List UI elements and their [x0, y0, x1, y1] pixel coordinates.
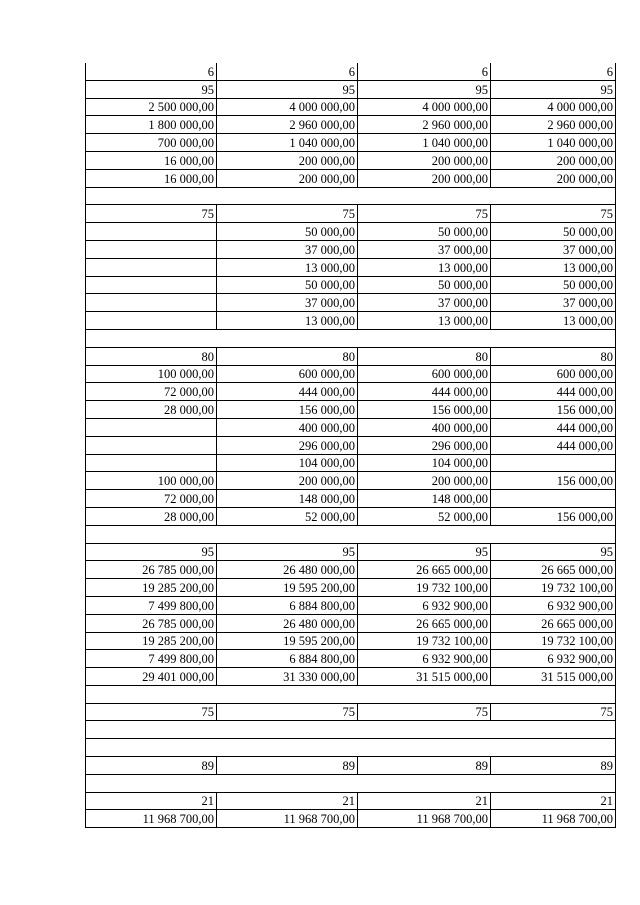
- table-cell: [358, 721, 491, 739]
- table-cell: 26 785 000,00: [86, 614, 217, 632]
- table-row: [86, 151, 616, 169]
- table-cell: 19 732 100,00: [491, 632, 616, 650]
- table-row: [86, 650, 616, 668]
- table-cell: 444 000,00: [217, 383, 358, 401]
- table-cell: 28 000,00: [86, 507, 217, 525]
- table-cell: 156 000,00: [491, 472, 616, 490]
- table-cell: 6 884 800,00: [217, 650, 358, 668]
- table-cell: [86, 276, 217, 294]
- table-cell: 1 800 000,00: [86, 116, 217, 134]
- table-cell: 13 000,00: [217, 312, 358, 330]
- table-cell: 37 000,00: [358, 294, 491, 312]
- table-cell: [217, 774, 358, 792]
- table-row: [86, 223, 616, 241]
- table-row: [86, 757, 616, 775]
- table-cell: [86, 223, 217, 241]
- table-cell: [358, 187, 491, 205]
- table-cell: 50 000,00: [358, 276, 491, 294]
- table-row: [86, 116, 616, 134]
- table-row: [86, 418, 616, 436]
- table-cell: 50 000,00: [491, 223, 616, 241]
- table-cell: [358, 329, 491, 347]
- table-cell: [491, 490, 616, 508]
- table-cell: 26 480 000,00: [217, 614, 358, 632]
- table-cell: 600 000,00: [491, 365, 616, 383]
- table-cell: 400 000,00: [217, 418, 358, 436]
- table-cell: 95: [217, 543, 358, 561]
- table-cell: 200 000,00: [358, 169, 491, 187]
- spacer-row: [86, 739, 616, 757]
- table-row: [86, 792, 616, 810]
- table-cell: 6: [217, 63, 358, 80]
- table-cell: 200 000,00: [491, 169, 616, 187]
- table-cell: 26 480 000,00: [217, 561, 358, 579]
- table-cell: 6 932 900,00: [358, 650, 491, 668]
- spacer-row: [86, 685, 616, 703]
- table-cell: 21: [86, 792, 217, 810]
- table-cell: 200 000,00: [217, 472, 358, 490]
- table-cell: 80: [358, 347, 491, 365]
- table-cell: 4 000 000,00: [358, 98, 491, 116]
- table-cell: [358, 774, 491, 792]
- table-cell: [86, 454, 217, 472]
- table-cell: 1 040 000,00: [491, 134, 616, 152]
- table-cell: 19 732 100,00: [358, 632, 491, 650]
- table-cell: 31 515 000,00: [491, 668, 616, 686]
- table-cell: 1 040 000,00: [358, 134, 491, 152]
- table-cell: 75: [86, 205, 217, 223]
- table-cell: 37 000,00: [491, 240, 616, 258]
- table-row: [86, 240, 616, 258]
- table-row: [86, 614, 616, 632]
- table-row: [86, 543, 616, 561]
- table-cell: 72 000,00: [86, 383, 217, 401]
- table-cell: [217, 187, 358, 205]
- table-row: [86, 383, 616, 401]
- table-cell: 2 960 000,00: [491, 116, 616, 134]
- table-cell: 80: [217, 347, 358, 365]
- table-cell: 16 000,00: [86, 169, 217, 187]
- table-cell: 156 000,00: [491, 507, 616, 525]
- table-row: [86, 561, 616, 579]
- table-row: [86, 80, 616, 98]
- table-cell: [86, 258, 217, 276]
- table-cell: 148 000,00: [358, 490, 491, 508]
- table-cell: 95: [491, 543, 616, 561]
- table-cell: 11 968 700,00: [491, 810, 616, 828]
- table-cell: [491, 721, 616, 739]
- table-cell: [491, 525, 616, 543]
- table-cell: 19 595 200,00: [217, 632, 358, 650]
- table-row: [86, 258, 616, 276]
- table-cell: 6 932 900,00: [491, 596, 616, 614]
- spacer-row: [86, 721, 616, 739]
- table-cell: 19 595 200,00: [217, 579, 358, 597]
- table-row: [86, 169, 616, 187]
- table-cell: 26 785 000,00: [86, 561, 217, 579]
- table-row: [86, 579, 616, 597]
- table-cell: [358, 525, 491, 543]
- table-row: [86, 401, 616, 419]
- table-row: [86, 472, 616, 490]
- table-row: [86, 596, 616, 614]
- table-cell: 156 000,00: [217, 401, 358, 419]
- table-cell: [217, 739, 358, 757]
- table-cell: 444 000,00: [491, 436, 616, 454]
- table-cell: 95: [358, 80, 491, 98]
- table-cell: 13 000,00: [358, 258, 491, 276]
- table-cell: [86, 294, 217, 312]
- table-cell: 6 932 900,00: [491, 650, 616, 668]
- table-row: [86, 294, 616, 312]
- table-cell: 75: [358, 703, 491, 721]
- table-row: [86, 507, 616, 525]
- table-row: [86, 632, 616, 650]
- table-cell: 13 000,00: [491, 258, 616, 276]
- table-cell: 75: [491, 703, 616, 721]
- table-row: [86, 668, 616, 686]
- spacer-row: [86, 774, 616, 792]
- table-cell: [86, 312, 217, 330]
- table-cell: [86, 436, 217, 454]
- table-cell: 200 000,00: [217, 169, 358, 187]
- table-cell: 13 000,00: [358, 312, 491, 330]
- table-cell: 95: [491, 80, 616, 98]
- table-cell: 95: [358, 543, 491, 561]
- table-cell: 19 732 100,00: [358, 579, 491, 597]
- table-cell: 13 000,00: [491, 312, 616, 330]
- table-cell: 6 884 800,00: [217, 596, 358, 614]
- table-cell: 75: [358, 205, 491, 223]
- table-cell: 50 000,00: [491, 276, 616, 294]
- table-cell: 7 499 800,00: [86, 596, 217, 614]
- table-cell: 4 000 000,00: [217, 98, 358, 116]
- table-cell: 89: [491, 757, 616, 775]
- table-row: [86, 276, 616, 294]
- table-cell: 26 665 000,00: [491, 614, 616, 632]
- table-cell: 7 499 800,00: [86, 650, 217, 668]
- table-cell: 2 500 000,00: [86, 98, 217, 116]
- table-cell: 2 960 000,00: [217, 116, 358, 134]
- table-row: [86, 703, 616, 721]
- table-cell: 37 000,00: [217, 294, 358, 312]
- table-cell: 296 000,00: [217, 436, 358, 454]
- table-cell: 148 000,00: [217, 490, 358, 508]
- table-cell: 100 000,00: [86, 365, 217, 383]
- table-cell: 6: [491, 63, 616, 80]
- table-cell: 444 000,00: [358, 383, 491, 401]
- table-cell: 600 000,00: [217, 365, 358, 383]
- table-cell: [491, 454, 616, 472]
- table-cell: 75: [86, 703, 217, 721]
- table-row: [86, 347, 616, 365]
- table-cell: 2 960 000,00: [358, 116, 491, 134]
- table-cell: 156 000,00: [358, 401, 491, 419]
- table-cell: 50 000,00: [217, 276, 358, 294]
- table-cell: [86, 739, 217, 757]
- table-cell: 700 000,00: [86, 134, 217, 152]
- table-cell: 31 330 000,00: [217, 668, 358, 686]
- table-cell: [86, 774, 217, 792]
- table-cell: [217, 525, 358, 543]
- table-cell: 52 000,00: [358, 507, 491, 525]
- table-cell: 6 932 900,00: [358, 596, 491, 614]
- table-cell: 89: [358, 757, 491, 775]
- table-cell: 21: [217, 792, 358, 810]
- table-cell: 37 000,00: [491, 294, 616, 312]
- spacer-row: [86, 329, 616, 347]
- table-row: [86, 490, 616, 508]
- table-row: [86, 436, 616, 454]
- data-table: [85, 63, 616, 828]
- table-cell: 200 000,00: [217, 151, 358, 169]
- table-cell: [86, 329, 217, 347]
- table-body: [86, 63, 616, 828]
- table-cell: 104 000,00: [358, 454, 491, 472]
- table-cell: 19 285 200,00: [86, 579, 217, 597]
- spacer-row: [86, 525, 616, 543]
- table-cell: 21: [358, 792, 491, 810]
- table-cell: 11 968 700,00: [217, 810, 358, 828]
- table-cell: 37 000,00: [358, 240, 491, 258]
- table-cell: 72 000,00: [86, 490, 217, 508]
- table-cell: 21: [491, 792, 616, 810]
- table-cell: [86, 685, 217, 703]
- table-cell: 400 000,00: [358, 418, 491, 436]
- table-cell: 19 732 100,00: [491, 579, 616, 597]
- table-row: [86, 134, 616, 152]
- table-row: [86, 365, 616, 383]
- table-cell: 11 968 700,00: [358, 810, 491, 828]
- table-row: [86, 63, 616, 80]
- table-cell: [491, 739, 616, 757]
- table-cell: [491, 187, 616, 205]
- table-cell: [86, 721, 217, 739]
- table-cell: [358, 739, 491, 757]
- table-cell: 28 000,00: [86, 401, 217, 419]
- table-cell: [217, 329, 358, 347]
- table-cell: 52 000,00: [217, 507, 358, 525]
- table-cell: 1 040 000,00: [217, 134, 358, 152]
- table-cell: 80: [86, 347, 217, 365]
- table-cell: 600 000,00: [358, 365, 491, 383]
- table-cell: 11 968 700,00: [86, 810, 217, 828]
- table-cell: 156 000,00: [491, 401, 616, 419]
- table-cell: [491, 685, 616, 703]
- table-cell: 29 401 000,00: [86, 668, 217, 686]
- table-cell: 104 000,00: [217, 454, 358, 472]
- table-cell: 37 000,00: [217, 240, 358, 258]
- table-cell: 6: [358, 63, 491, 80]
- table-cell: [491, 329, 616, 347]
- table-cell: 100 000,00: [86, 472, 217, 490]
- table-cell: 89: [86, 757, 217, 775]
- table-cell: [86, 240, 217, 258]
- table-cell: 95: [217, 80, 358, 98]
- table-row: [86, 312, 616, 330]
- table-cell: 200 000,00: [491, 151, 616, 169]
- table-cell: [217, 685, 358, 703]
- table-cell: 444 000,00: [491, 383, 616, 401]
- table-cell: [86, 418, 217, 436]
- table-row: [86, 454, 616, 472]
- table-cell: 80: [491, 347, 616, 365]
- table-cell: 95: [86, 80, 217, 98]
- table-row: [86, 98, 616, 116]
- table-cell: 26 665 000,00: [358, 561, 491, 579]
- table-cell: 75: [491, 205, 616, 223]
- table-cell: 50 000,00: [217, 223, 358, 241]
- table-cell: 19 285 200,00: [86, 632, 217, 650]
- table-cell: 444 000,00: [491, 418, 616, 436]
- table-cell: [217, 721, 358, 739]
- table-row: [86, 810, 616, 828]
- table-cell: 89: [217, 757, 358, 775]
- table-cell: 50 000,00: [358, 223, 491, 241]
- table-cell: 16 000,00: [86, 151, 217, 169]
- table-cell: [86, 525, 217, 543]
- table-cell: 95: [86, 543, 217, 561]
- table-cell: 26 665 000,00: [491, 561, 616, 579]
- spacer-row: [86, 187, 616, 205]
- table-cell: 200 000,00: [358, 151, 491, 169]
- table-cell: [358, 685, 491, 703]
- table-cell: [491, 774, 616, 792]
- table-cell: 13 000,00: [217, 258, 358, 276]
- table-cell: 31 515 000,00: [358, 668, 491, 686]
- table-cell: 26 665 000,00: [358, 614, 491, 632]
- table-cell: 200 000,00: [358, 472, 491, 490]
- table-cell: [86, 187, 217, 205]
- table-cell: 4 000 000,00: [491, 98, 616, 116]
- table-cell: 75: [217, 205, 358, 223]
- table-cell: 6: [86, 63, 217, 80]
- table-row: [86, 205, 616, 223]
- table-cell: 75: [217, 703, 358, 721]
- table-cell: 296 000,00: [358, 436, 491, 454]
